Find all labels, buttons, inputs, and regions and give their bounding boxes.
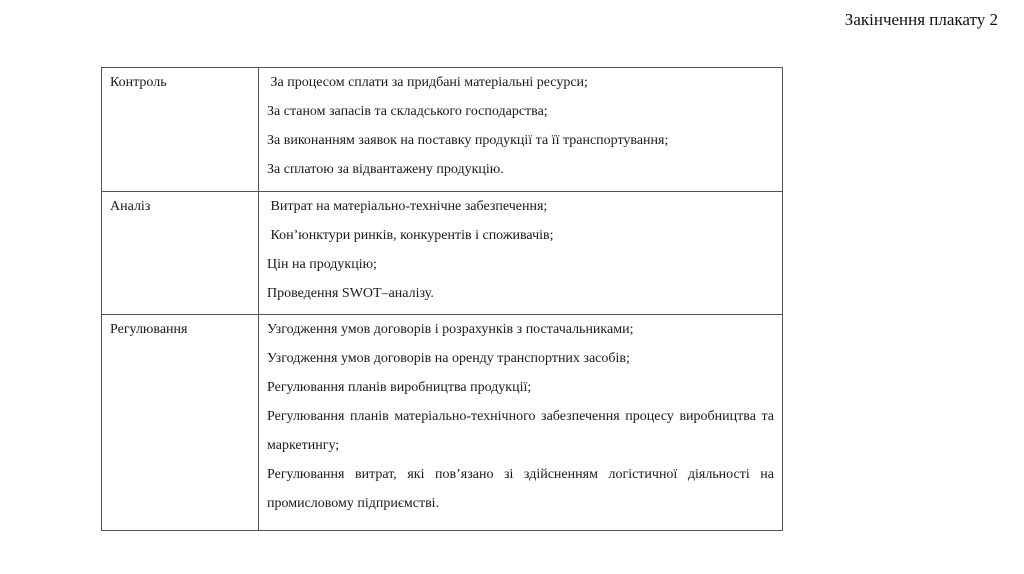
table-row-analysis <box>102 192 783 315</box>
row-label: Регулювання <box>102 315 259 531</box>
list-item: Регулювання планів матеріально-технічного забезпечення процесу виробництва та маркетингу; <box>267 409 778 453</box>
list-item: Регулювання витрат, які пов’язано зі здійсненням логістичної діяльності на промисловому підприємстві. <box>267 467 778 511</box>
row-items <box>259 68 783 192</box>
row-label: Контроль <box>102 68 259 192</box>
row-items <box>259 315 783 531</box>
list-item: За сплатою за відвантажену продукцію. <box>267 162 504 177</box>
list-item: Цін на продукцію; <box>267 257 377 272</box>
list-item: Проведення SWOT–аналізу. <box>267 286 434 301</box>
functions-table <box>101 67 783 531</box>
slide-title: Закінчення плакату 2 <box>844 10 998 29</box>
list-item: Узгодження умов договорів і розрахунків з постачальниками; <box>267 322 634 337</box>
row-items <box>259 192 783 315</box>
list-item: За виконанням заявок на поставку продукції та її транспортування; <box>267 133 669 148</box>
table-row-regulation <box>102 315 783 531</box>
list-item: Регулювання планів виробництва продукції; <box>267 380 532 395</box>
list-item: Витрат на матеріально-технічне забезпечення; <box>267 199 548 214</box>
list-item: За процесом сплати за придбані матеріальні ресурси; <box>267 75 588 90</box>
row-label: Аналіз <box>102 192 259 315</box>
list-item: За станом запасів та складського господарства; <box>267 104 548 119</box>
list-item: Узгодження умов договорів на оренду транспортних засобів; <box>267 351 630 366</box>
list-item: Кон’юнктури ринків, конкурентів і споживачів; <box>267 228 554 243</box>
table-row-control <box>102 68 783 192</box>
